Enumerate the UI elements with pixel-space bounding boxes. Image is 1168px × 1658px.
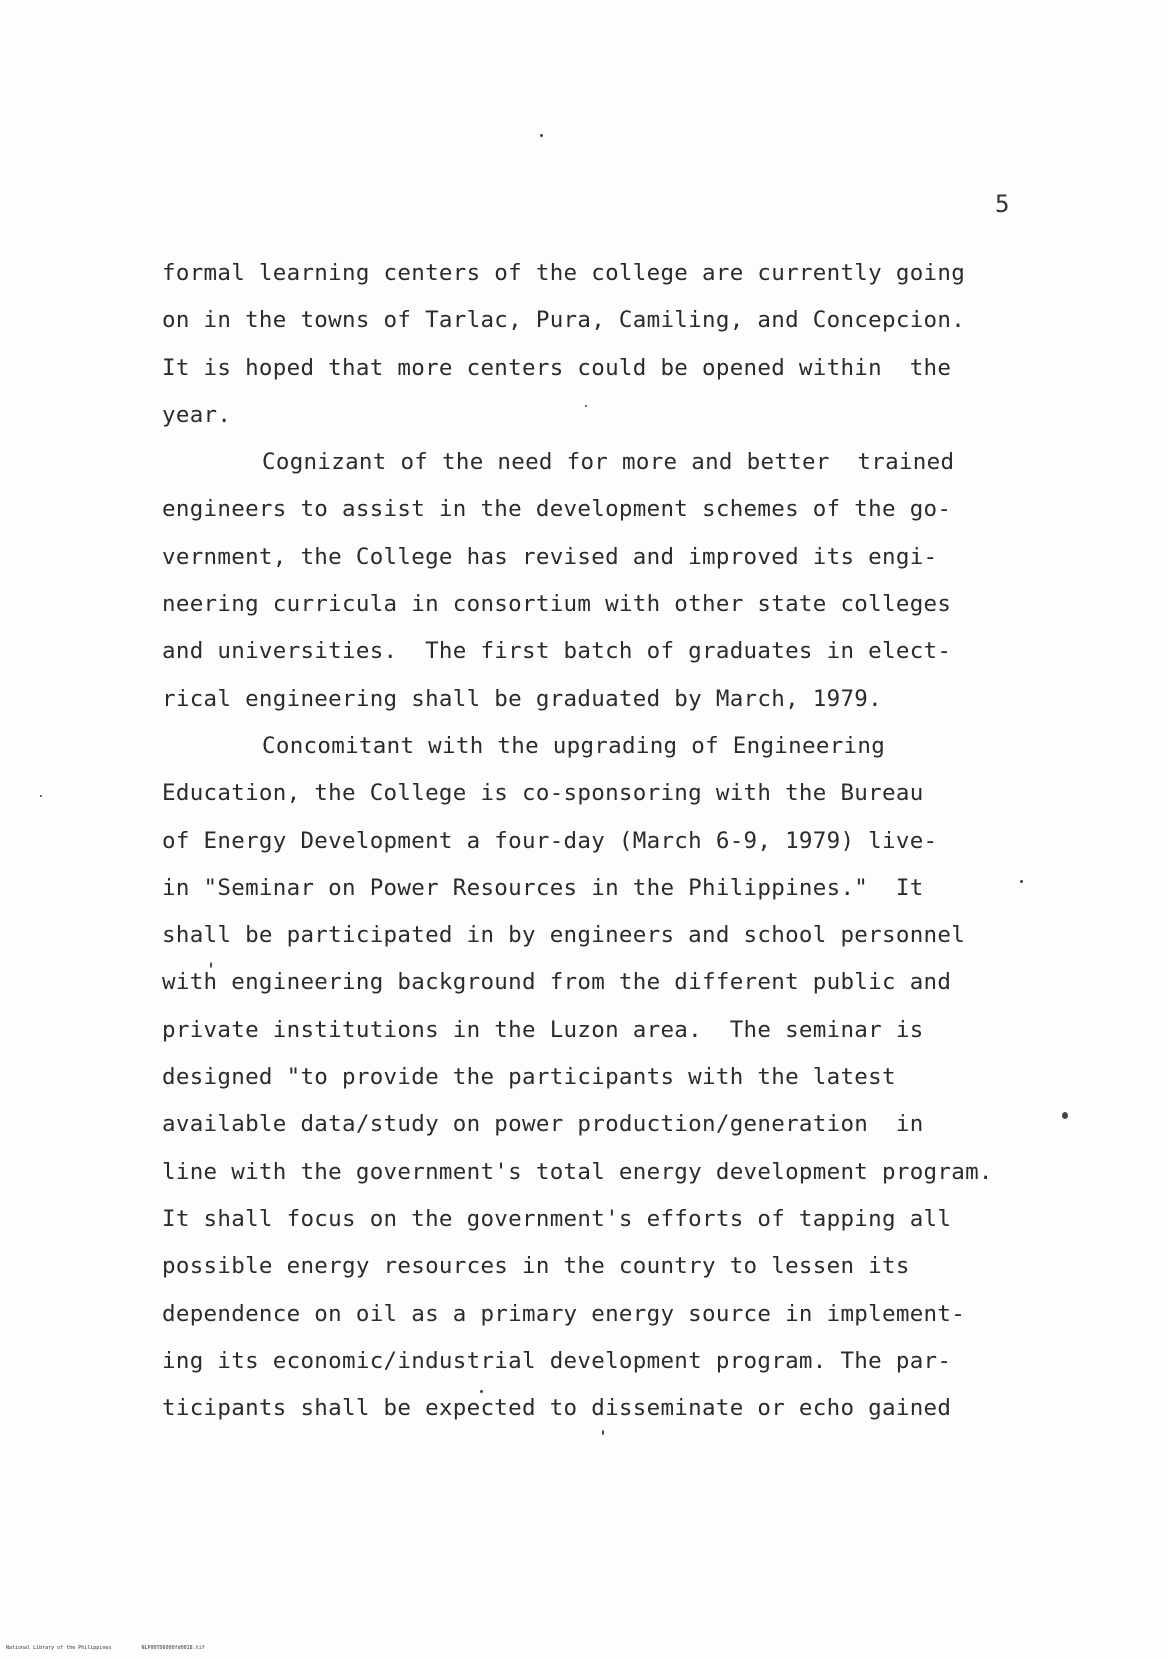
text-line: shall be participated in by engineers and school personnel [162,922,966,949]
text-line: engineers to assist in the development schemes of the go- [162,496,952,523]
text-line: of Energy Development a four-day (March 6-9, 1979) live- [162,827,938,854]
text-line: in "Seminar on Power Resources in the Philippines." It [162,874,924,901]
scan-speck [1020,880,1023,883]
text-line: Concomitant with the upgrading of Engineering [262,732,886,759]
text-line: ticipants shall be expected to disseminate or echo gained [162,1395,952,1422]
scan-speck [585,405,587,407]
text-line: possible energy resources in the country to lessen its [162,1253,910,1280]
footer-library: National Library of the Philippines [6,1645,112,1651]
text-line: on in the towns of Tarlac, Pura, Camiling, and Concepcion. [162,307,966,334]
text-line: with engineering background from the different public and [162,969,952,996]
text-line: neering curricula in consortium with other state colleges [162,591,952,618]
text-line: private institutions in the Luzon area. The seminar is [162,1016,924,1043]
text-line: Cognizant of the need for more and better trained [262,449,955,476]
scan-speck [1062,1112,1068,1119]
text-line: vernment, the College has revised and improved its engi- [162,543,938,570]
text-line: line with the government's total energy development program. [162,1158,993,1185]
text-line: dependence on oil as a primary energy source in implement- [162,1300,966,1327]
text-line: ing its economic/industrial development program. The par- [162,1347,952,1374]
text-line: available data/study on power production/generation in [162,1111,924,1138]
scan-speck [40,795,42,797]
text-line: Education, the College is co-sponsoring with the Bureau [162,780,924,807]
scan-speck [480,1390,483,1393]
page-number: 5 [995,190,1010,218]
text-line: It shall focus on the government's efforts of tapping all [162,1205,952,1232]
scan-speck [210,962,212,968]
scan-footer [6,1645,205,1651]
scan-speck [540,134,543,137]
text-line: year. [162,401,232,428]
text-line: designed "to provide the participants with the latest [162,1064,896,1091]
footer-file: NLP00TD6000fd0018.tif [141,1645,205,1651]
scan-speck [602,1430,604,1435]
text-line: formal learning centers of the college are currently going [162,260,966,286]
text-line: rical engineering shall be graduated by March, 1979. [162,685,882,712]
text-line: It is hoped that more centers could be opened within the [162,354,952,381]
body-text [162,250,1042,1432]
text-line: and universities. The first batch of graduates in elect- [162,638,952,665]
